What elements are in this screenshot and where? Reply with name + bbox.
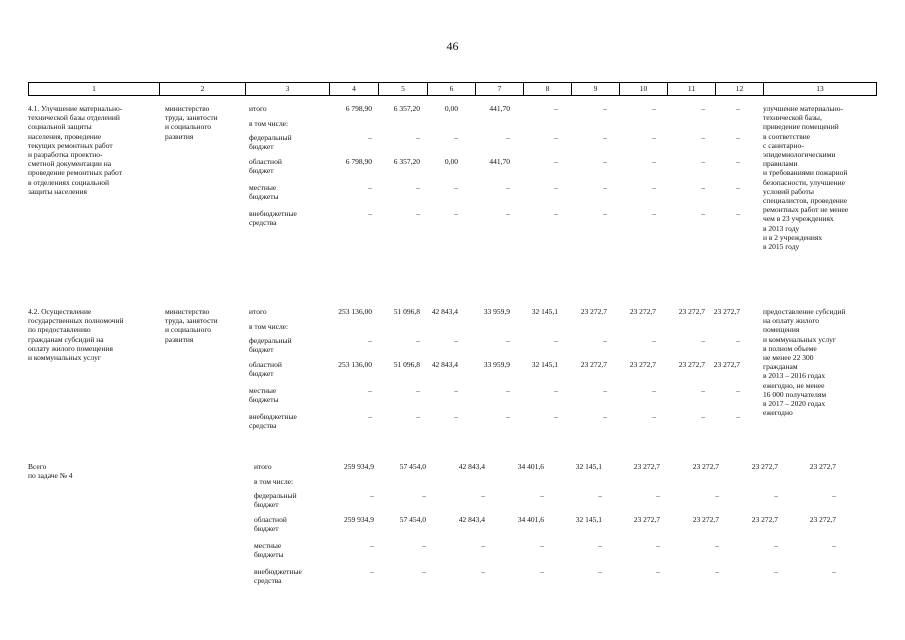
row1-itogo-value: – <box>736 104 740 113</box>
row3-mest-value: – <box>832 541 836 550</box>
row2-itogo-value: 23 272,7 <box>629 307 656 316</box>
row2-result-line: не менее 22 300 <box>763 353 814 363</box>
row3-source-mest <box>254 541 284 559</box>
row1-vneb-value: – <box>416 209 420 218</box>
row3-source-vtom-line: в том числе: <box>254 477 294 486</box>
row2-source-obl-line: бюджет <box>249 369 274 379</box>
row1-source-vneb-line: средства <box>249 218 277 228</box>
row2-obl-value: 253 136,00 <box>338 360 372 369</box>
row2-source-vneb-line: средства <box>249 421 277 431</box>
row2-fed-value: – <box>416 336 420 345</box>
row3-obl-value: 23 272,7 <box>751 515 778 524</box>
row2-fed-value: – <box>603 336 607 345</box>
row1-fed-value: – <box>506 133 510 142</box>
row3-title-line: Всего <box>28 462 47 471</box>
row3-fed-value: – <box>598 491 602 500</box>
header-cell: 12 <box>716 83 764 95</box>
row2-result-line: в 2013 – 2016 годах <box>763 371 826 381</box>
row3-itogo-value: 23 272,7 <box>809 462 836 471</box>
row1-vneb-value: – <box>603 209 607 218</box>
row2-source-vneb <box>249 412 297 430</box>
row2-vneb-value: – <box>736 412 740 421</box>
row2-source-fed <box>249 336 292 354</box>
header-cell: 8 <box>524 83 572 95</box>
row1-source-obl-line: бюджет <box>249 166 274 176</box>
row1-itogo-value: – <box>603 104 607 113</box>
row3-mest-value: – <box>715 541 719 550</box>
header-cell: 5 <box>379 83 428 95</box>
row2-itogo-value: 23 272,7 <box>678 307 705 316</box>
row3-mest-value: – <box>481 541 485 550</box>
row3-fed-value: – <box>540 491 544 500</box>
row1-source-obl-line: областной <box>249 157 282 166</box>
row2-fed-value: – <box>454 336 458 345</box>
row1-result-line: с санитарно- <box>763 140 804 150</box>
row3-source-vneb-line: внебюджетные <box>254 567 302 576</box>
row1-obl-value: – <box>736 157 740 166</box>
table-header <box>28 82 877 96</box>
row2-result-line: в 2017 – 2020 годах <box>763 399 826 409</box>
row2-obl-value: 51 096,8 <box>393 360 420 369</box>
row2-result-line: и коммунальных услуг <box>763 334 836 344</box>
row3-obl-value: 259 934,9 <box>344 515 374 524</box>
row1-itogo-value: – <box>701 104 705 113</box>
row3-source-vneb-line: средства <box>254 576 282 586</box>
row2-mest-value: – <box>652 386 656 395</box>
row3-title-line: по задаче № 4 <box>28 471 73 481</box>
row3-source-fed-line: федеральный <box>254 491 297 500</box>
row1-vneb-value: – <box>368 209 372 218</box>
row2-obl-value: 32 145,1 <box>531 360 558 369</box>
row2-title-line: гражданам субсидий на <box>28 334 104 344</box>
row2-mest-value: – <box>701 386 705 395</box>
row1-obl-value: – <box>554 157 558 166</box>
row3-source-obl-line: бюджет <box>254 524 279 534</box>
row2-executor-line: министерство <box>165 307 210 316</box>
row2-result-line: гражданам <box>763 362 798 372</box>
row2-vneb-value: – <box>416 412 420 421</box>
row2-fed-value: – <box>736 336 740 345</box>
row1-result-line: ремонтных работ не менее <box>763 205 849 215</box>
row2-result-line: ежегодно, не менее <box>763 380 825 390</box>
row2-result-line: в полном объеме <box>763 343 817 353</box>
row2-vneb-value: – <box>554 412 558 421</box>
row2-source-itogo <box>249 307 267 316</box>
row1-result-line: эпидемиологическими <box>763 150 836 160</box>
row2-result-line: предоставление субсидий <box>763 307 846 316</box>
row3-source-obl <box>254 515 287 533</box>
row1-source-fed <box>249 133 292 151</box>
row1-result-line: специалистов, проведение <box>763 196 848 206</box>
row1-itogo-value: 6 357,20 <box>393 104 420 113</box>
row1-vneb-value: – <box>652 209 656 218</box>
row3-vneb-value: – <box>481 567 485 576</box>
row3-mest-value: – <box>656 541 660 550</box>
row1-itogo-value: 6 798,90 <box>345 104 372 113</box>
row1-source-mest <box>249 183 279 201</box>
row3-vneb-value: – <box>540 567 544 576</box>
row2-result-line: помещения <box>763 325 800 335</box>
row3-itogo-value: 32 145,1 <box>575 462 602 471</box>
row2-obl-value: 42 843,4 <box>431 360 458 369</box>
row1-itogo-value: – <box>554 104 558 113</box>
row1-source-obl <box>249 157 282 175</box>
row2-executor <box>165 307 218 344</box>
row2-mest-value: – <box>603 386 607 395</box>
row3-fed-value: – <box>481 491 485 500</box>
row3-itogo-value: 23 272,7 <box>692 462 719 471</box>
row3-source-mest-line: местные <box>254 541 282 550</box>
row3-source-fed <box>254 491 297 509</box>
row1-vneb-value: – <box>554 209 558 218</box>
row3-obl-value: 23 272,7 <box>633 515 660 524</box>
row3-obl-value: 32 145,1 <box>575 515 602 524</box>
row1-result-line: в соответствие <box>763 131 811 141</box>
header-cell: 13 <box>816 84 824 93</box>
row2-obl-value: 23 272,7 <box>629 360 656 369</box>
row2-source-fed-line: федеральный <box>249 336 292 345</box>
row1-executor-line: развития <box>165 131 194 141</box>
header-cell: 9 <box>572 83 620 95</box>
row3-vneb-value: – <box>422 567 426 576</box>
row1-source-vtom <box>249 119 288 128</box>
row1-mest-value: – <box>652 183 656 192</box>
row3-obl-value: 23 272,7 <box>809 515 836 524</box>
page-number: 46 <box>446 39 459 53</box>
row3-vneb-value: – <box>832 567 836 576</box>
row2-source-vtom <box>249 322 288 331</box>
row2-executor-line: развития <box>165 334 194 344</box>
row1-result-line: безопасности, улучшение <box>763 177 845 187</box>
row3-source-itogo-line: итого <box>254 462 272 471</box>
row2-executor-line: и социального <box>165 325 211 335</box>
row3-itogo-value: 42 843,4 <box>458 462 485 471</box>
row1-title-line: в отделениях социальной <box>28 177 110 187</box>
row2-itogo-value: 23 272,7 <box>713 307 740 316</box>
row1-fed-value: – <box>652 133 656 142</box>
row3-obl-value: 34 401,6 <box>517 515 544 524</box>
row3-source-mest-line: бюджеты <box>254 550 284 560</box>
row2-source-vneb-line: внебюджетные <box>249 412 297 421</box>
row3-source-fed-line: бюджет <box>254 500 279 510</box>
row1-title-line: защиты населения <box>28 186 87 196</box>
row3-itogo-value: 23 272,7 <box>751 462 778 471</box>
row2-mest-value: – <box>736 386 740 395</box>
row3-fed-value: – <box>774 491 778 500</box>
row3-source-vneb <box>254 567 302 585</box>
row1-result-line: улучшение материально- <box>763 104 844 113</box>
row3-fed-value: – <box>715 491 719 500</box>
row2-title-line: и коммунальных услуг <box>28 353 101 363</box>
row3-vneb-value: – <box>715 567 719 576</box>
row1-itogo-value: 0,00 <box>444 104 458 113</box>
row3-source-obl-line: областной <box>254 515 287 524</box>
row2-fed-value: – <box>506 336 510 345</box>
row3-mest-value: – <box>370 541 374 550</box>
row1-source-vtom-line: в том числе: <box>249 119 289 128</box>
row1-source-fed-line: бюджет <box>249 142 274 152</box>
row2-vneb-value: – <box>652 412 656 421</box>
row2-source-obl-line: областной <box>249 360 282 369</box>
row3-vneb-value: – <box>656 567 660 576</box>
row3-source-itogo <box>254 462 272 471</box>
row2-result-line: ежегодно <box>763 408 793 418</box>
row3-fed-value: – <box>656 491 660 500</box>
row2-itogo-value: 51 096,8 <box>393 307 420 316</box>
row1-obl-value: – <box>701 157 705 166</box>
header-cell: 3 <box>246 83 330 95</box>
row1-result-line: и требованиями пожарной <box>763 168 848 178</box>
row2-obl-value: 23 272,7 <box>713 360 740 369</box>
row1-source-itogo <box>249 104 267 113</box>
row1-fed-value: – <box>736 133 740 142</box>
row1-executor-line: и социального <box>165 122 211 132</box>
row1-source-mest-line: местные <box>249 183 277 192</box>
row2-itogo-value: 23 272,7 <box>580 307 607 316</box>
row1-obl-value: 6 798,90 <box>345 157 372 166</box>
row3-mest-value: – <box>540 541 544 550</box>
row3-title <box>28 462 73 480</box>
row1-result-line: и в 2 учреждениях <box>763 232 823 242</box>
row1-mest-value: – <box>736 183 740 192</box>
row1-result-line: правилами <box>763 159 798 169</box>
row2-title-line: оплату жилого помещения <box>28 343 113 353</box>
row2-title <box>28 307 123 362</box>
row2-vneb-value: – <box>701 412 705 421</box>
row1-mest-value: – <box>554 183 558 192</box>
row1-fed-value: – <box>554 133 558 142</box>
row2-fed-value: – <box>652 336 656 345</box>
row1-vneb-value: – <box>736 209 740 218</box>
row1-vneb-value: – <box>701 209 705 218</box>
row2-source-mest-line: местные <box>249 386 277 395</box>
row2-result <box>763 307 845 417</box>
row1-fed-value: – <box>368 133 372 142</box>
row2-source-vtom-line: в том числе: <box>249 322 289 331</box>
row2-mest-value: – <box>554 386 558 395</box>
row1-title-line: 4.1. Улучшение материально- <box>28 104 123 113</box>
row2-obl-value: 23 272,7 <box>678 360 705 369</box>
row2-source-obl <box>249 360 282 378</box>
row1-title-line: населения, проведение <box>28 131 102 141</box>
header-cell: 6 <box>428 83 476 95</box>
row2-vneb-value: – <box>506 412 510 421</box>
row1-source-fed-line: федеральный <box>249 133 292 142</box>
header-cell: 11 <box>668 83 716 95</box>
row2-fed-value: – <box>701 336 705 345</box>
row2-vneb-value: – <box>454 412 458 421</box>
row3-itogo-value: 23 272,7 <box>633 462 660 471</box>
row1-executor-line: труда, занятости <box>165 113 218 123</box>
row2-mest-value: – <box>506 386 510 395</box>
row1-mest-value: – <box>368 183 372 192</box>
row3-fed-value: – <box>832 491 836 500</box>
row1-fed-value: – <box>416 133 420 142</box>
row1-obl-value: 6 357,20 <box>393 157 420 166</box>
row2-fed-value: – <box>368 336 372 345</box>
row2-vneb-value: – <box>603 412 607 421</box>
row1-mest-value: – <box>701 183 705 192</box>
row1-title-line: сметной документации на <box>28 159 112 169</box>
row2-itogo-value: 32 145,1 <box>531 307 558 316</box>
row1-executor <box>165 104 218 141</box>
row1-source-mest-line: бюджеты <box>249 192 279 202</box>
row1-result <box>763 104 848 251</box>
row1-obl-value: – <box>603 157 607 166</box>
row2-result-line: 16 000 получателям <box>763 389 827 399</box>
row2-source-itogo-line: итого <box>249 307 267 316</box>
row1-obl-value: 0,00 <box>444 157 458 166</box>
header-cell: 10 <box>620 83 668 95</box>
row3-source-vtom <box>254 477 293 486</box>
header-cell: 7 <box>476 83 524 95</box>
row3-itogo-value: 57 454,0 <box>399 462 426 471</box>
row1-result-line: технической базы, <box>763 113 822 123</box>
row1-title-line: социальной защиты <box>28 122 92 132</box>
row1-mest-value: – <box>454 183 458 192</box>
row1-fed-value: – <box>603 133 607 142</box>
row1-title-line: проведение ремонтных работ <box>28 168 122 178</box>
row3-itogo-value: 259 934,9 <box>344 462 374 471</box>
row1-mest-value: – <box>416 183 420 192</box>
row1-fed-value: – <box>701 133 705 142</box>
header-cell: 2 <box>160 83 246 95</box>
row2-itogo-value: 253 136,00 <box>338 307 372 316</box>
row3-vneb-value: – <box>598 567 602 576</box>
row2-fed-value: – <box>554 336 558 345</box>
row2-title-line: государственных полномочий <box>28 316 124 326</box>
row1-mest-value: – <box>506 183 510 192</box>
row1-mest-value: – <box>603 183 607 192</box>
row1-title-line: технической базы отделений <box>28 113 120 123</box>
row3-fed-value: – <box>422 491 426 500</box>
row2-source-mest <box>249 386 279 404</box>
header-cell: 1 <box>29 83 160 95</box>
row1-title-line: и разработка проектно- <box>28 150 103 160</box>
header-cell: 4 <box>330 83 379 95</box>
row1-executor-line: министерство <box>165 104 210 113</box>
row3-mest-value: – <box>774 541 778 550</box>
row2-title-line: 4.2. Осуществление <box>28 307 92 316</box>
row3-fed-value: – <box>370 491 374 500</box>
row1-fed-value: – <box>454 133 458 142</box>
row1-obl-value: 441,70 <box>489 157 510 166</box>
row2-obl-value: 33 959,9 <box>483 360 510 369</box>
row2-mest-value: – <box>368 386 372 395</box>
row3-obl-value: 42 843,4 <box>458 515 485 524</box>
row1-obl-value: – <box>652 157 656 166</box>
row2-title-line: по предоставлению <box>28 325 91 335</box>
row1-result-line: в 2015 году <box>763 242 800 252</box>
row1-result-line: чем в 23 учреждениях <box>763 214 834 224</box>
row1-source-itogo-line: итого <box>249 104 267 113</box>
row2-vneb-value: – <box>368 412 372 421</box>
row3-obl-value: 57 454,0 <box>399 515 426 524</box>
row1-title <box>28 104 122 196</box>
row1-vneb-value: – <box>506 209 510 218</box>
row3-mest-value: – <box>598 541 602 550</box>
row2-source-mest-line: бюджеты <box>249 395 279 405</box>
row2-executor-line: труда, занятости <box>165 316 218 326</box>
row1-result-line: условий работы <box>763 186 814 196</box>
row2-obl-value: 23 272,7 <box>580 360 607 369</box>
row1-title-line: текущих ремонтных работ <box>28 140 113 150</box>
row2-mest-value: – <box>454 386 458 395</box>
row2-mest-value: – <box>416 386 420 395</box>
row1-vneb-value: – <box>454 209 458 218</box>
row3-vneb-value: – <box>370 567 374 576</box>
row1-result-line: в 2013 году <box>763 223 800 233</box>
row2-result-line: на оплату жилого <box>763 316 819 326</box>
row1-itogo-value: – <box>652 104 656 113</box>
row2-itogo-value: 42 843,4 <box>431 307 458 316</box>
row1-source-vneb <box>249 209 297 227</box>
row3-mest-value: – <box>422 541 426 550</box>
row1-source-vneb-line: внебюджетные <box>249 209 297 218</box>
row3-itogo-value: 34 401,6 <box>517 462 544 471</box>
row2-itogo-value: 33 959,9 <box>483 307 510 316</box>
row2-source-fed-line: бюджет <box>249 345 274 355</box>
row1-itogo-value: 441,70 <box>489 104 510 113</box>
row3-obl-value: 23 272,7 <box>692 515 719 524</box>
row1-result-line: приведение помещений <box>763 122 839 132</box>
row3-vneb-value: – <box>774 567 778 576</box>
